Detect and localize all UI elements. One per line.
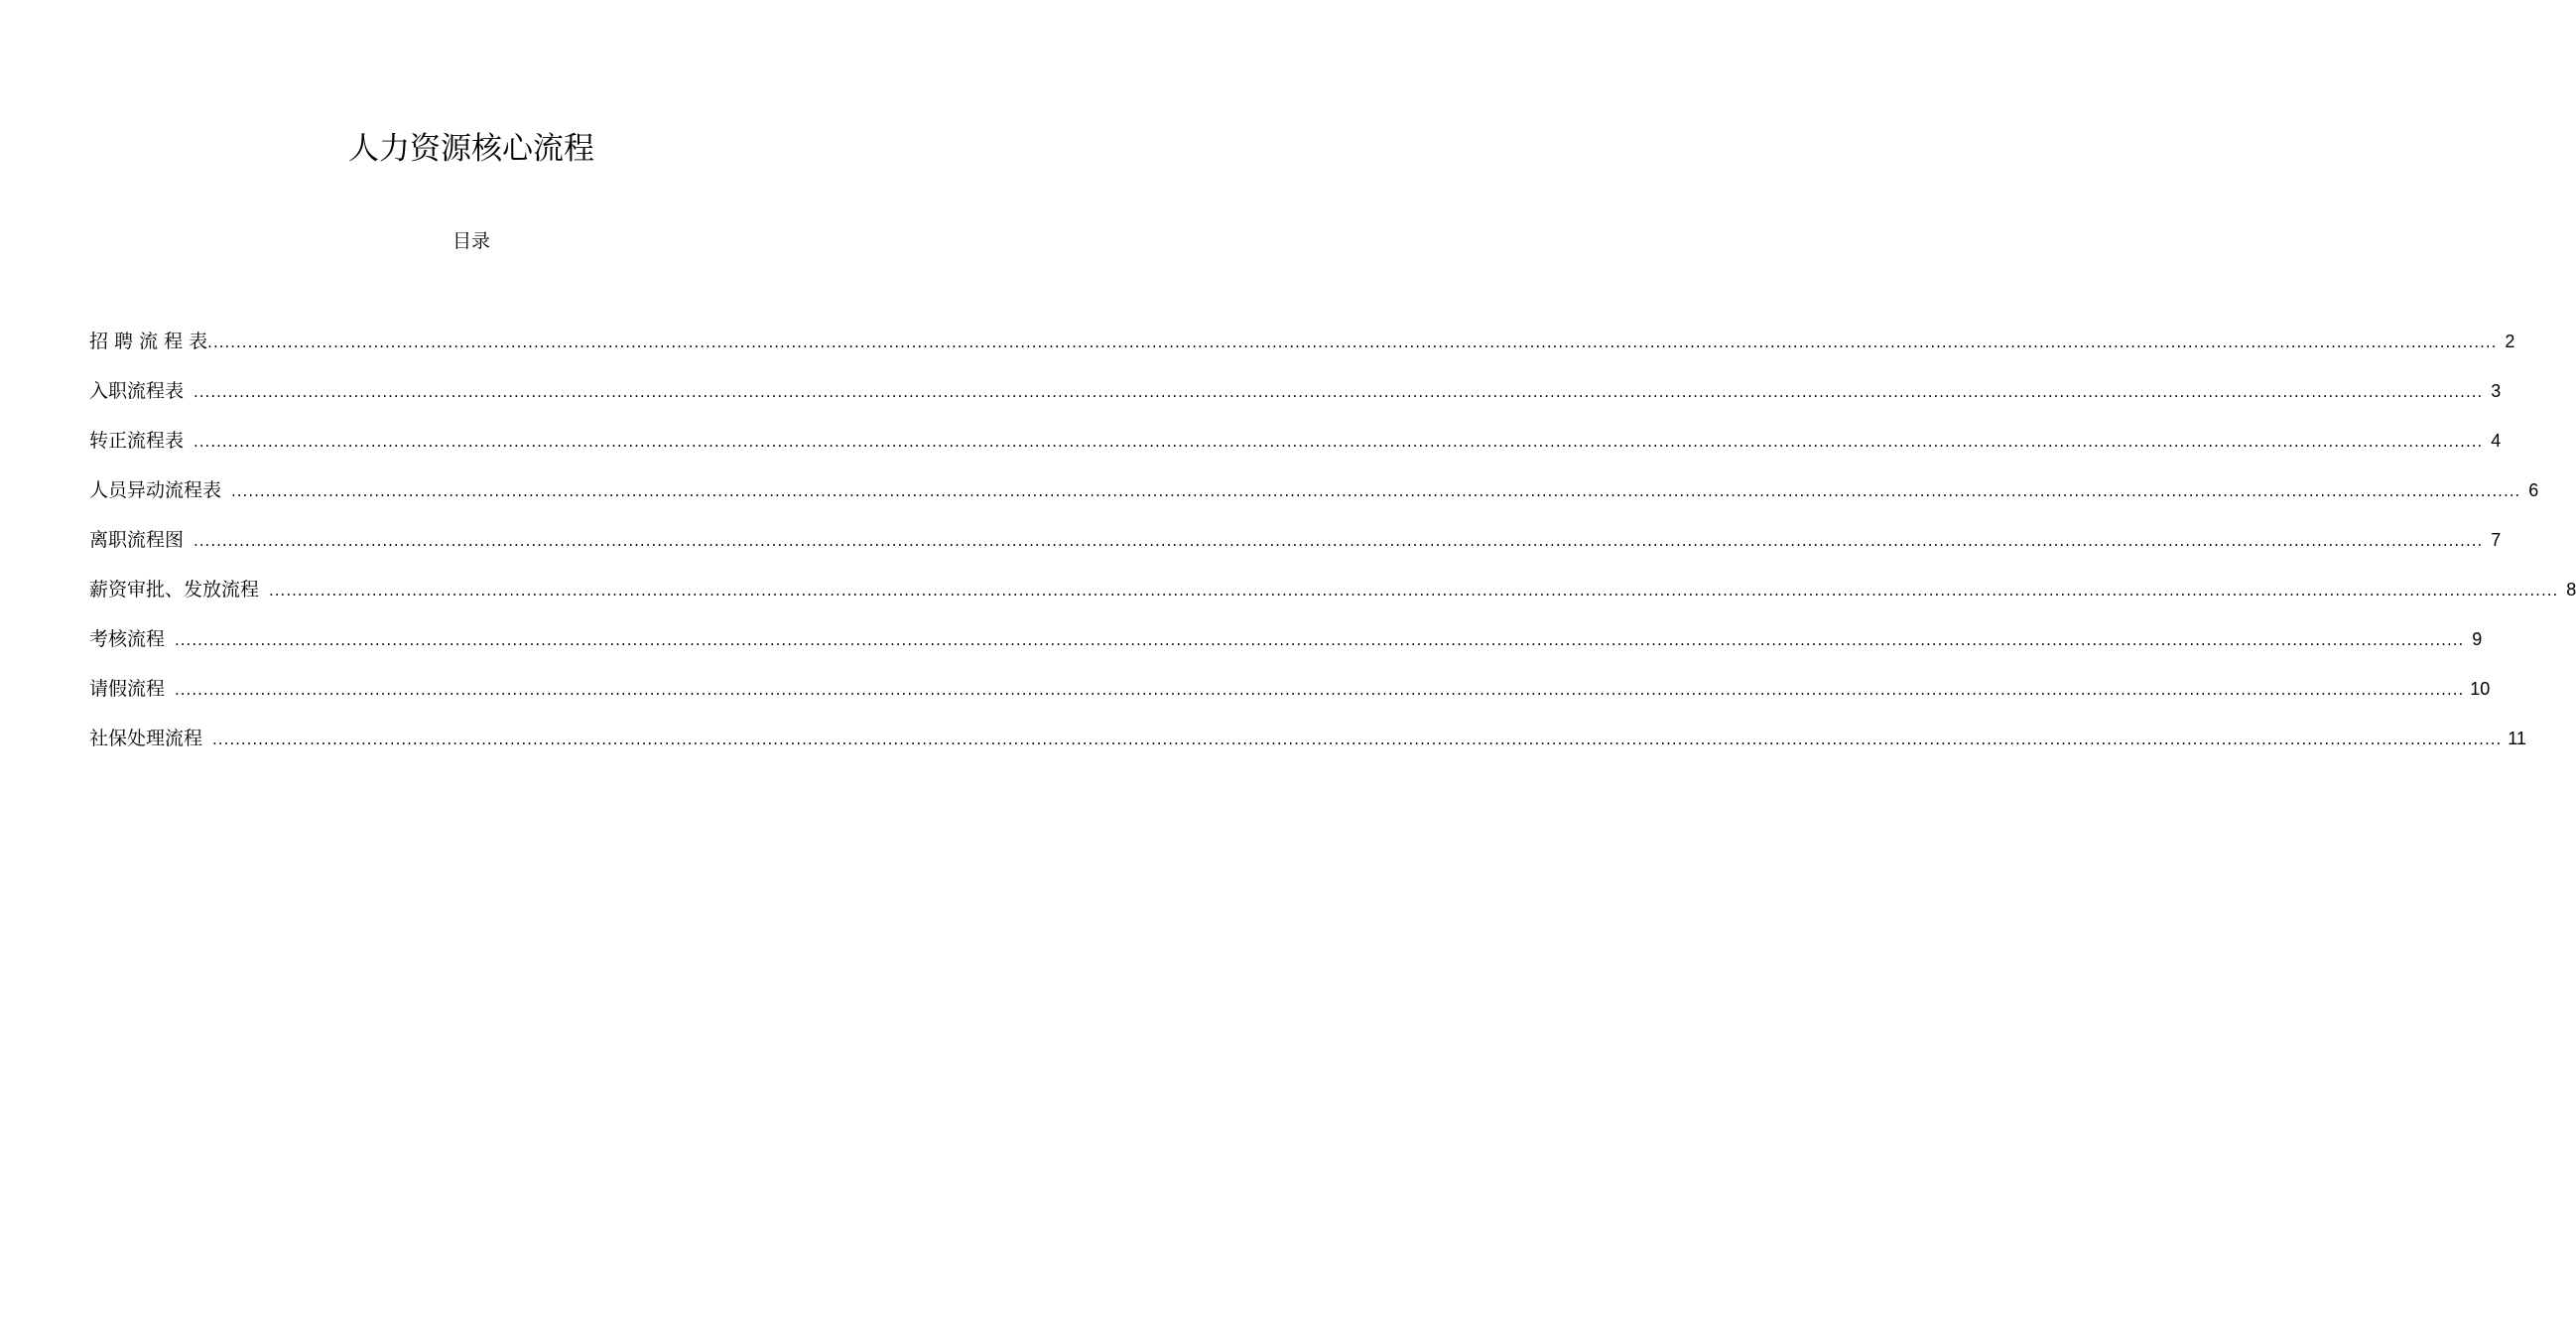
toc-leader-dots: ................................................................................................................................................................................................................................................................................................................................................................................................................	[175, 631, 2465, 649]
toc-entry[interactable]	[89, 675, 2491, 725]
toc-entry[interactable]	[89, 427, 2502, 476]
toc-entry[interactable]	[89, 377, 2502, 427]
toc-leader-dots: ................................................................................................................................................................................................................................................................................................................................................................................................................	[231, 482, 2521, 500]
toc-entry-page: 7	[2491, 530, 2502, 550]
toc-entry-label: 招 聘 流 程 表	[89, 331, 208, 352]
toc-entry-label: 转正流程表	[89, 430, 185, 452]
toc-entry-page: 4	[2491, 431, 2502, 451]
toc-entry[interactable]	[89, 476, 2539, 526]
toc-entry-page: 6	[2528, 480, 2539, 500]
toc-heading: 目录	[451, 230, 490, 252]
toc-leader-dots: ................................................................................................................................................................................................................................................................................................................................................................................................................	[207, 334, 2498, 351]
toc-leader-dots: ................................................................................................................................................................................................................................................................................................................................................................................................................	[193, 433, 2484, 451]
toc-entry-page: 2	[2505, 332, 2515, 351]
toc-entry-page: 8	[2566, 580, 2576, 600]
toc-entry-page: 11	[2508, 729, 2526, 748]
toc-entry-label: 考核流程	[89, 628, 166, 650]
toc-leader-dots: ................................................................................................................................................................................................................................................................................................................................................................................................................	[175, 681, 2465, 699]
toc-entry-label: 入职流程表	[89, 380, 185, 402]
toc-entry-label: 离职流程图	[89, 529, 185, 551]
toc-leader-dots: ................................................................................................................................................................................................................................................................................................................................................................................................................	[212, 731, 2503, 748]
table-of-contents	[89, 328, 2576, 774]
toc-entry[interactable]	[89, 625, 2483, 675]
toc-leader-dots: ................................................................................................................................................................................................................................................................................................................................................................................................................	[193, 532, 2484, 550]
toc-entry[interactable]	[89, 526, 2502, 576]
toc-entry-label: 人员异动流程表	[89, 479, 222, 501]
toc-entry-label: 请假流程	[89, 678, 166, 700]
toc-leader-dots: ................................................................................................................................................................................................................................................................................................................................................................................................................	[193, 383, 2484, 401]
toc-entry-page: 10	[2470, 679, 2491, 699]
document-title: 人力资源核心流程	[348, 131, 594, 167]
toc-entry[interactable]	[89, 328, 2515, 377]
toc-entry-page: 9	[2472, 629, 2483, 649]
toc-entry-page: 3	[2491, 381, 2502, 401]
toc-entry[interactable]	[89, 725, 2526, 774]
toc-leader-dots: ................................................................................................................................................................................................................................................................................................................................................................................................................	[269, 582, 2559, 600]
toc-entry[interactable]	[89, 576, 2576, 625]
toc-entry-label: 薪资审批、发放流程	[89, 579, 260, 601]
toc-entry-label: 社保处理流程	[89, 728, 203, 749]
